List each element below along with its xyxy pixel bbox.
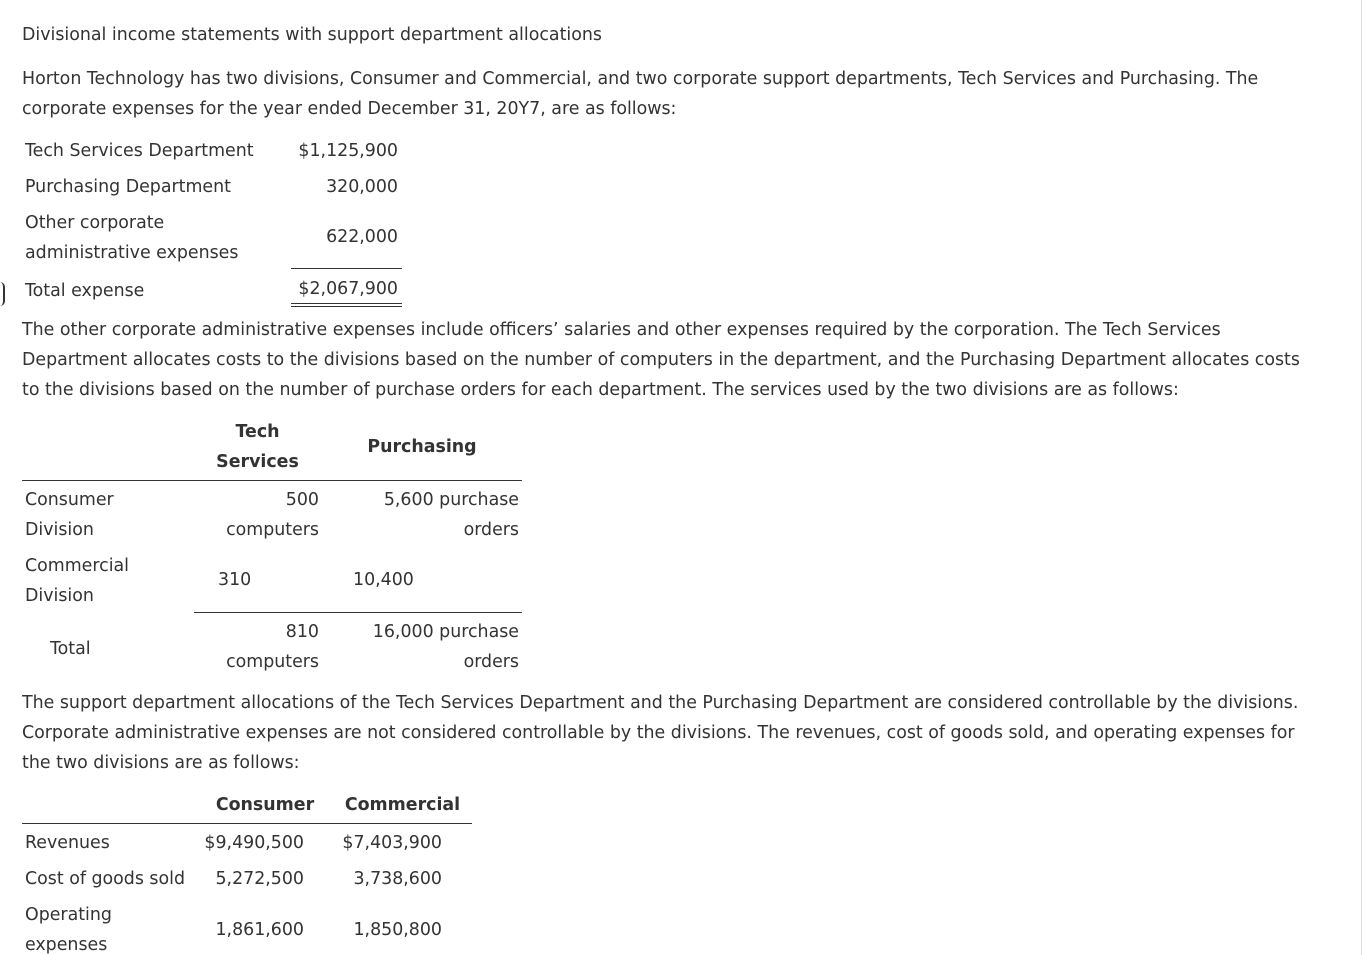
services-total-rule — [194, 612, 522, 613]
cogs-commercial: 3,738,600 — [353, 869, 442, 889]
divisions-header-consumer: Consumer — [215, 795, 315, 815]
total-purch-value-1: 16,000 purchase — [372, 622, 519, 642]
expense-value-other: 622,000 — [326, 227, 398, 247]
row-consumer-label-1: Consumer — [25, 490, 114, 510]
opex-consumer: 1,861,600 — [215, 920, 304, 940]
paragraph-3-line-2: Corporate administrative expenses are not considered controllable by the divisions. The revenues, cost of goods sold, and operating expenses for — [22, 723, 1295, 743]
opex-label-2: expenses — [25, 935, 108, 955]
row-consumer-label-2: Division — [25, 520, 94, 540]
services-header-tech-1: Tech — [235, 422, 280, 442]
cogs-consumer: 5,272,500 — [215, 869, 304, 889]
commercial-tech-value: 310 — [218, 570, 252, 590]
paragraph-3-line-3: the two divisions are as follows: — [22, 753, 300, 773]
scrollbar-track[interactable] — [1361, 0, 1362, 955]
paragraph-2-line-2: Department allocates costs to the divisions based on the number of computers in the department, and the Purchasing Department allocates costs — [22, 350, 1300, 370]
consumer-purch-value-2: orders — [463, 520, 519, 540]
revenues-consumer: $9,490,500 — [204, 833, 304, 853]
paragraph-3-line-1: The support department allocations of the Tech Services Department and the Purchasing Department are considered controllable by the divisions. — [22, 693, 1299, 713]
opex-label-1: Operating — [25, 905, 112, 925]
services-header-rule — [22, 480, 522, 481]
row-total-label: Total — [50, 639, 91, 659]
expense-total-double-rule — [291, 303, 402, 304]
services-header-tech-2: Services — [216, 452, 299, 472]
consumer-purch-value-1: 5,600 purchase — [383, 490, 519, 510]
row-commercial-label-1: Commercial — [25, 556, 130, 576]
consumer-tech-value-2: computers — [226, 520, 319, 540]
expense-value-purchasing: 320,000 — [326, 177, 398, 197]
paragraph-2-line-3: to the divisions based on the number of purchase orders for each department. The services used by the two divisions are as follows: — [22, 380, 1179, 400]
divisions-header-rule — [22, 823, 472, 824]
expense-label-other-1: Other corporate — [25, 213, 165, 233]
opex-commercial: 1,850,800 — [353, 920, 442, 940]
total-purch-value-2: orders — [463, 652, 519, 672]
intro-text-line-1: Horton Technology has two divisions, Consumer and Commercial, and two corporate support departments, Tech Services and Purchasing. The — [22, 69, 1259, 89]
revenues-commercial: $7,403,900 — [342, 833, 442, 853]
expense-label-purchasing: Purchasing Department — [25, 177, 231, 197]
paragraph-2-line-1: The other corporate administrative expenses include officers’ salaries and other expenses required by the corporation. The Tech Services — [22, 320, 1221, 340]
services-header-purchasing: Purchasing — [367, 437, 477, 457]
page-title: Divisional income statements with support department allocations — [22, 25, 602, 45]
total-tech-value-2: computers — [226, 652, 319, 672]
expense-value-tech-services: $1,125,900 — [298, 141, 398, 161]
cogs-label: Cost of goods sold — [25, 869, 185, 889]
intro-text-line-2: corporate expenses for the year ended December 31, 20Y7, are as follows: — [22, 99, 677, 119]
commercial-purch-value: 10,400 — [353, 570, 414, 590]
expense-label-total: Total expense — [25, 281, 145, 301]
revenues-label: Revenues — [25, 833, 110, 853]
divisions-header-commercial: Commercial — [344, 795, 461, 815]
expense-value-total: $2,067,900 — [298, 279, 398, 299]
edge-marker — [0, 282, 5, 306]
row-commercial-label-2: Division — [25, 586, 94, 606]
expense-subtotal-rule — [291, 268, 402, 269]
consumer-tech-value-1: 500 — [285, 490, 319, 510]
expense-label-tech-services: Tech Services Department — [25, 141, 254, 161]
total-tech-value-1: 810 — [285, 622, 319, 642]
expense-label-other-2: administrative expenses — [25, 243, 239, 263]
